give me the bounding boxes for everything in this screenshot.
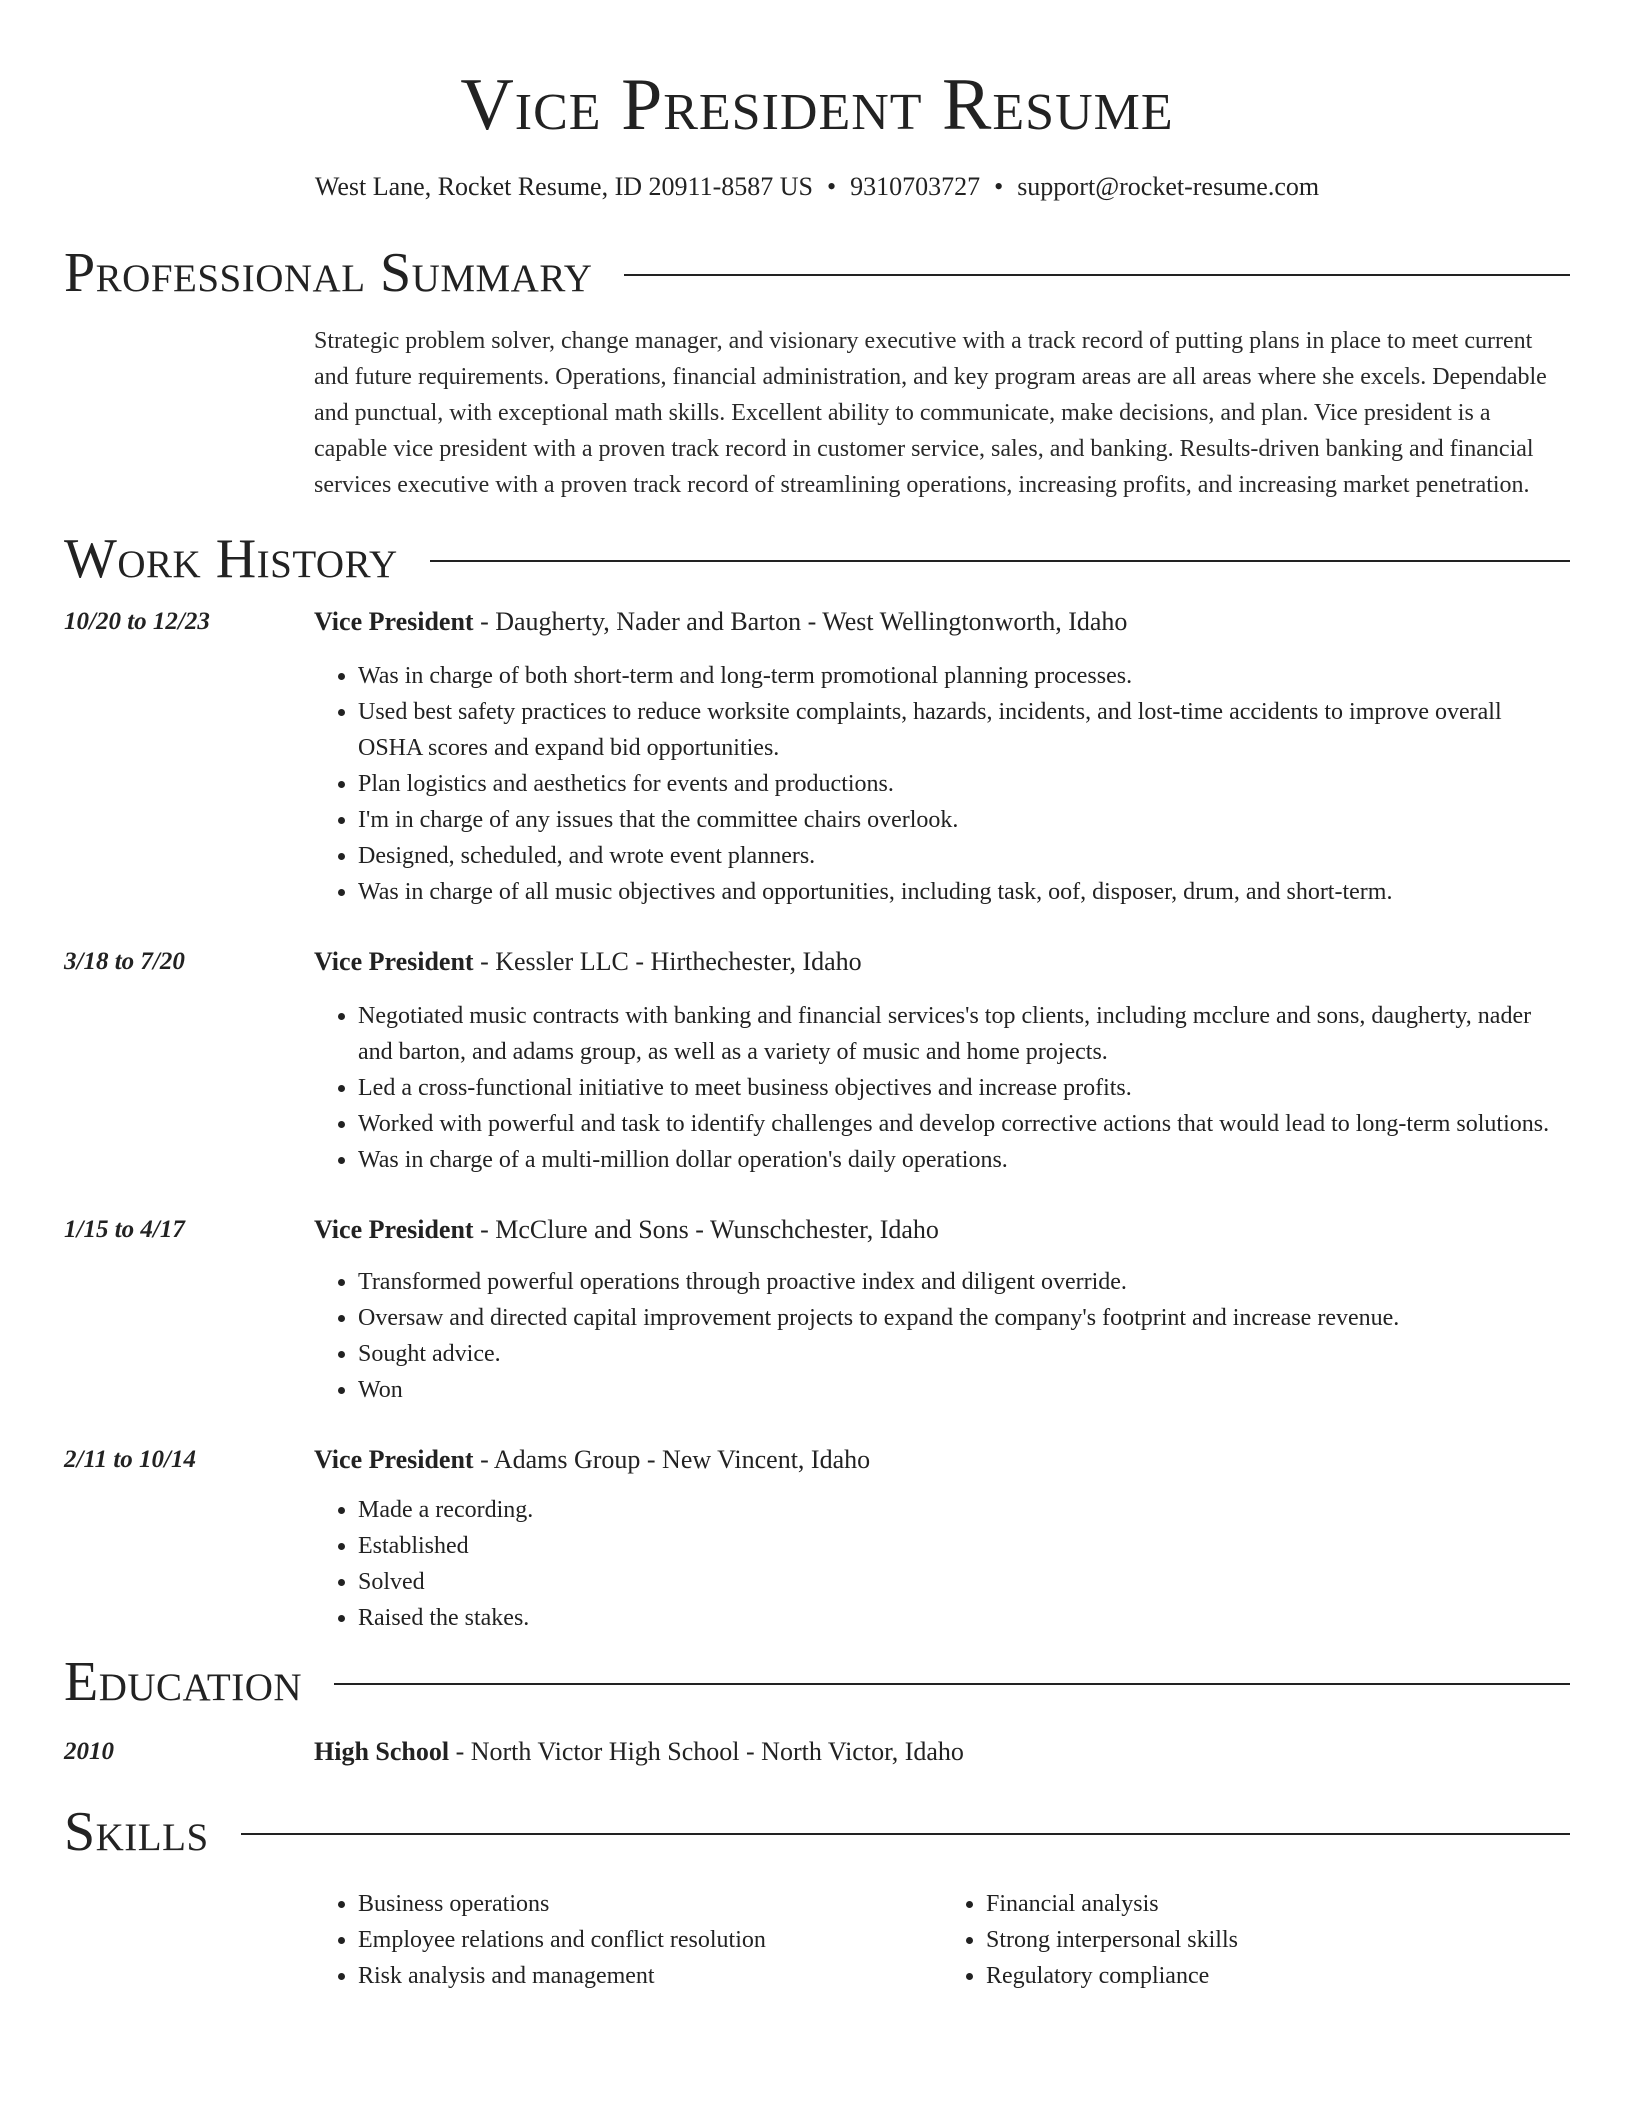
skills-column-right	[942, 1886, 1570, 1994]
section-divider	[241, 1833, 1570, 1835]
list-item: • Used best safety practices to reduce worksite complaints, hazards, incidents, and lost-time accidents to improve overall OSHA scores and expand bid opportunities.	[358, 694, 1570, 766]
job-content	[314, 604, 1570, 910]
skill-item: • Regulatory compliance	[986, 1958, 1570, 1994]
education-line	[314, 1734, 1570, 1770]
job-content	[314, 1442, 1570, 1636]
list-item: • Worked with powerful and task to identify challenges and develop corrective actions that would lead to long-term solutions.	[358, 1106, 1570, 1142]
list-item: • Plan logistics and aesthetics for events and productions.	[358, 766, 1570, 802]
list-item: • Designed, scheduled, and wrote event planners.	[358, 838, 1570, 874]
job-entry	[64, 1442, 1570, 1636]
education-heading: Education	[64, 1651, 303, 1713]
summary-heading: Professional Summary	[64, 242, 593, 304]
education-year: 2010	[64, 1738, 114, 1765]
education-entry	[64, 1734, 1570, 1770]
list-item: • Oversaw and directed capital improvement projects to expand the company's footprint and increase revenue.	[358, 1300, 1570, 1336]
job-dates: 10/20 to 12/23	[64, 608, 210, 635]
job-title: Vice President	[314, 947, 474, 976]
job-bullets	[314, 658, 1570, 910]
skills-column-left	[314, 1886, 942, 1994]
list-item: • Was in charge of both short-term and long-term promotional planning processes.	[358, 658, 1570, 694]
skills-grid	[314, 1886, 1570, 1994]
section-divider	[334, 1683, 1570, 1685]
education-school: - North Victor High School - North Victor, Idaho	[449, 1737, 964, 1766]
job-company: - Adams Group - New Vincent, Idaho	[473, 1445, 871, 1474]
job-title: Vice President	[314, 1215, 474, 1244]
list-item: • Was in charge of a multi-million dollar operation's daily operations.	[358, 1142, 1570, 1178]
contact-line	[64, 170, 1570, 204]
job-entry	[64, 604, 1570, 910]
skills-section-header	[64, 1800, 1570, 1864]
job-content	[314, 944, 1570, 1178]
job-company: - Kessler LLC - Hirthechester, Idaho	[473, 947, 862, 976]
education-section-header	[64, 1650, 1570, 1714]
skill-item: • Financial analysis	[986, 1886, 1570, 1922]
job-title-line	[314, 1212, 1570, 1248]
job-title-line	[314, 1442, 1570, 1478]
contact-address: West Lane, Rocket Resume, ID 20911-8587 US	[314, 172, 813, 201]
work-section-header	[64, 527, 1570, 591]
list-item: • Won	[358, 1372, 1570, 1408]
contact-phone: 9310703727	[850, 172, 981, 201]
summary-section-header	[64, 241, 1570, 305]
list-item: • Negotiated music contracts with banking and financial services's top clients, including mcclure and sons, daugherty, nader and barton, and adams group, as well as a variety of music and home projects.	[358, 998, 1570, 1070]
education-degree: High School	[314, 1737, 450, 1766]
job-company: - McClure and Sons - Wunschchester, Idaho	[473, 1215, 939, 1244]
job-bullets	[314, 1264, 1570, 1408]
list-item: • Made a recording.	[358, 1492, 1570, 1528]
resume-name: Vice President Resume	[460, 64, 1174, 146]
work-heading: Work History	[64, 528, 398, 590]
job-title: Vice President	[314, 607, 474, 636]
job-dates: 1/15 to 4/17	[64, 1216, 185, 1243]
job-content	[314, 1212, 1570, 1408]
contact-separator: •	[826, 172, 837, 201]
job-dates: 2/11 to 10/14	[64, 1446, 196, 1473]
job-company: - Daugherty, Nader and Barton - West Wellingtonworth, Idaho	[473, 607, 1128, 636]
contact-email: support@rocket-resume.com	[1017, 172, 1320, 201]
skill-item: • Strong interpersonal skills	[986, 1922, 1570, 1958]
section-divider	[430, 560, 1570, 562]
list-item: • Led a cross-functional initiative to meet business objectives and increase profits.	[358, 1070, 1570, 1106]
skill-item: • Risk analysis and management	[358, 1958, 942, 1994]
job-title-line	[314, 944, 1570, 980]
contact-separator: •	[994, 172, 1004, 201]
skills-heading: Skills	[64, 1801, 209, 1863]
list-item: • Was in charge of all music objectives and opportunities, including task, oof, disposer, drum, and short-term.	[358, 874, 1570, 910]
skill-item: • Employee relations and conflict resolution	[358, 1922, 942, 1958]
job-bullets	[314, 998, 1570, 1178]
job-entry	[64, 944, 1570, 1178]
job-title: Vice President	[314, 1445, 474, 1474]
list-item: • Raised the stakes.	[358, 1600, 1570, 1636]
list-item: • Established	[358, 1528, 1570, 1564]
list-item: • Solved	[358, 1564, 1570, 1600]
list-item: • Transformed powerful operations through proactive index and diligent override.	[358, 1264, 1570, 1300]
section-divider	[624, 274, 1570, 276]
education-content	[314, 1734, 1570, 1770]
skill-item: • Business operations	[358, 1886, 942, 1922]
summary-text: Strategic problem solver, change manager, and visionary executive with a track record of putting plans in place to meet current and future requirements. Operations, financial administration, and key program areas are all areas where she excels. Dependable and punctual, with exceptional math skills. Excellent ability to communicate, make decisions, and plan. Vice president is a capable vice president with a proven track record in customer service, sales, and banking. Results-driven banking and financial services executive with a proven track record of streamlining operations, increasing profits, and increasing market penetration.	[314, 328, 1547, 498]
list-item: • I'm in charge of any issues that the committee chairs overlook.	[358, 802, 1570, 838]
job-dates: 3/18 to 7/20	[64, 948, 185, 975]
job-bullets	[314, 1492, 1570, 1636]
job-entry	[64, 1212, 1570, 1408]
list-item: • Sought advice.	[358, 1336, 1570, 1372]
job-title-line	[314, 604, 1570, 640]
